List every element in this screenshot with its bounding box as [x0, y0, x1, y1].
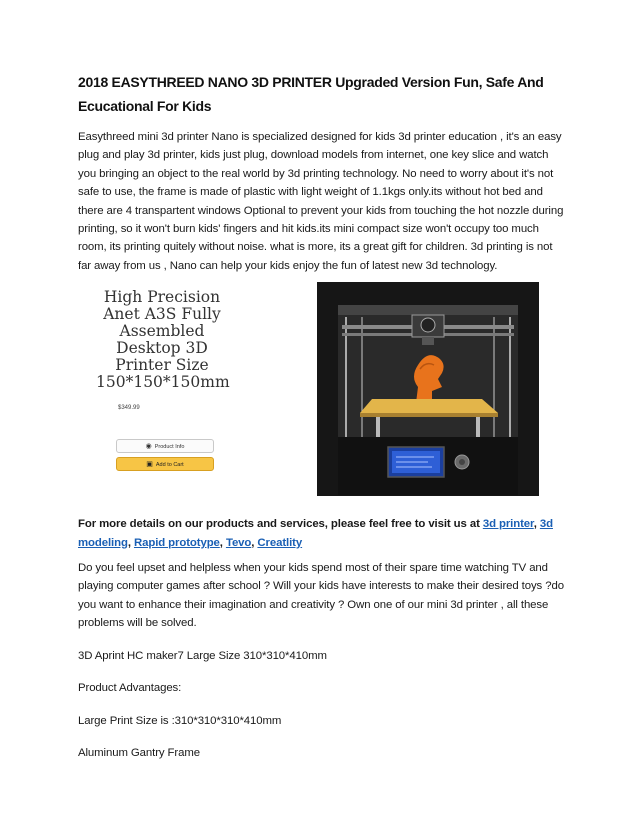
separator: , [251, 536, 258, 549]
product-info-label: Product Info [154, 444, 185, 451]
document-title: 2018 EASYTHREED NANO 3D PRINTER Upgraded Version Fun, Safe And Ecucational For Kids [78, 74, 544, 114]
advantages-heading: Product Advantages: [78, 682, 182, 695]
intro-paragraph: Easythreed mini 3d printer Nano is specialized designed for kids 3d printer education , it's an easy plug and play 3d printer, kids just plug, download models from internet, one key slice and watch you bringing an object to the real world by 3d printing technology. No need to worry about it's not safe to use, the frame is made of plastic with light weight of 1.1kgs only.its without hot bed and there are 4 transpartent windows Optional to prevent your kids from touching the hot nozzle during printing, so it won't burn kids' fingers and hit kids.its mini compact size won't occupy too much room, its printing quitely without noise. what is more, its a great gift for children. 3d printing is not far away from us , Nano can help your kids enjoy the fun of latest new 3d technology. [78, 131, 564, 272]
link-3d-printer[interactable]: 3d printer [482, 518, 534, 531]
ad-price: $349.99 [118, 405, 140, 412]
product-ad-image [92, 288, 230, 469]
product-info-button [116, 439, 214, 453]
body-paragraph: Do you feel upset and helpless when your kids spend most of their spare time watching TV and playing computer games after school ? Will your kids have interests to make their desired toys ?do you want to enhance their imagination and creativity ? Own one of our mini 3d printer , all these problems will be solved. [78, 562, 564, 630]
product-model-line: 3D Aprint HC maker7 Large Size 310*310*410mm [78, 649, 327, 662]
printer-photo [316, 281, 540, 497]
link-3d-modeling[interactable]: 3d modeling [78, 518, 553, 549]
link-tevo[interactable]: Tevo [225, 536, 252, 549]
print-size-line: Large Print Size is :310*310*310*410mm [78, 714, 282, 727]
product-images [78, 281, 564, 503]
ad-title: High Precision Anet A3S Fully Assembled Desktop 3D Printer Size 150*150*150mm [96, 288, 230, 392]
add-to-cart-button [116, 457, 214, 471]
separator: , [533, 518, 540, 531]
separator: , [219, 536, 226, 549]
frame-line: Aluminum Gantry Frame [78, 746, 200, 759]
add-to-cart-label: Add to Cart [155, 462, 184, 469]
cart-icon: ▣ [146, 461, 153, 469]
link-creatlity[interactable]: Creatlity [257, 536, 303, 549]
link-rapid-prototype[interactable]: Rapid prototype [133, 536, 220, 549]
cta-prefix: For more details on our products and services, please feel free to visit us at [78, 518, 483, 531]
separator: , [127, 536, 134, 549]
eye-icon: ◉ [145, 443, 152, 451]
contact-paragraph [78, 515, 564, 552]
